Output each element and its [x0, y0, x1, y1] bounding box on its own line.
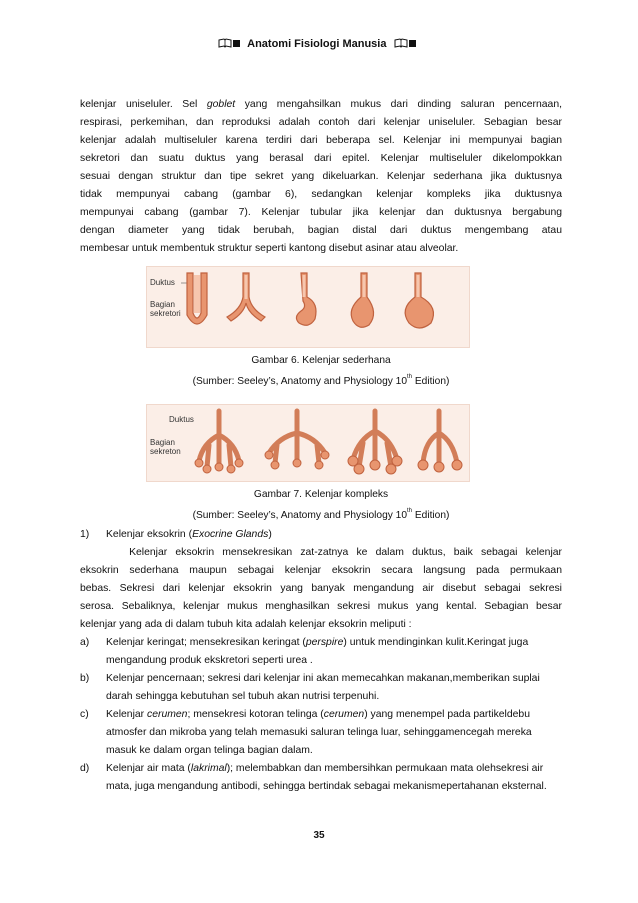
- list-item: [80, 760, 562, 796]
- list-item-line: Kelenjar cerumen; mensekresi kotoran telinga (cerumen) yang menempel pada partikel: [106, 709, 507, 720]
- paragraph-line: sesuai dengan struktur dan tipe sekret yang dikeluarkan. Kelenjar sederhana jika duktusnya: [80, 171, 562, 182]
- list-marker: c): [80, 709, 89, 720]
- paragraph-line: kelenjar adalah multiseluler karena terdiri dari beberapa sel. Kelenjar ini mempunyai bagian: [80, 135, 562, 146]
- paragraph-line: eksokrin sederhana maupun sebagai kelenjar eksokrin secara langsung pada permukaan: [80, 565, 562, 576]
- figure6-caption-title: Gambar 6. Kelenjar sederhana: [251, 355, 391, 366]
- list-item-line: Keringat juga mengandung produk ekskretori seperti urea .: [106, 637, 529, 666]
- square-bullet-icon: [409, 40, 416, 47]
- paragraph-line: Kelenjar eksokrin mensekresikan zat-zatnya ke dalam duktus, baik sebagai kelenjar: [80, 547, 562, 558]
- book-icon: [394, 38, 408, 48]
- list-item-line: sekresi air mata, juga mengandung antibodi, sehingga bertindak sebagai mekanisme: [106, 763, 544, 792]
- list-item-line: Kelenjar air mata (lakrimal); melembabkan dan membersihkan permukaan mata oleh: [106, 763, 496, 774]
- list-item-line: Kelenjar keringat; mensekresikan keringat (perspire) untuk mendinginkan kulit.: [106, 637, 467, 648]
- paragraph-line: respirasi, perkemihan, dan reproduksi adalah contoh dari kelenjar uniseluler. Sebagian besar: [80, 117, 562, 128]
- book-icon: [218, 38, 232, 48]
- list-item-line: memberikan suplai darah sehingga kebutuhan sel tubuh akan nutrisi terpenuhi.: [106, 673, 540, 702]
- label-duktus: Duktus: [169, 415, 194, 424]
- paragraph-line: dengan diameter yang tidak berubah, bagian distal dari duktus mengembang atau: [80, 225, 562, 236]
- square-bullet-icon: [233, 40, 240, 47]
- label-sekreton: sekreton: [150, 447, 181, 456]
- label-duktus: Duktus: [150, 278, 175, 287]
- paragraph-line: serosa. Sebaliknya, kelenjar mukus menghasilkan sekresi mukus yang kental. Sebagian besar: [80, 601, 562, 612]
- running-header: [0, 38, 638, 50]
- figure6-caption: [80, 353, 562, 390]
- list-item-line: debu atmosfer dan mikroba yang telah memasuki saluran telinga luar, sehingga: [106, 709, 530, 738]
- paragraph-line: membesar untuk membentuk struktur seperti kantong disebut asinar atau alveolar.: [80, 243, 459, 254]
- exocrine-gland-list: [80, 634, 562, 796]
- figure7-caption: [80, 487, 562, 524]
- list-item: [80, 634, 562, 670]
- list-marker: b): [80, 673, 90, 684]
- paragraph-line: mempunyai cabang (gambar 7). Kelenjar tubular jika kelenjar dan duktusnya bergabung: [80, 207, 562, 218]
- paragraph-line: tidak mempunyai cabang (gambar 6), sedangkan kelenjar kompleks jika duktusnya: [80, 189, 562, 200]
- label-bagian: Bagian: [150, 300, 175, 309]
- page-number: 35: [313, 830, 325, 841]
- intro-paragraph: [80, 96, 562, 258]
- paragraph-line: kelenjar uniseluler. Sel goblet yang mengahsilkan mukus dari dinding saluran pencernaan,: [80, 99, 562, 110]
- list-item-line: Kelenjar pencernaan; sekresi dari kelenjar ini akan memecahkan makanan,: [106, 673, 453, 684]
- section-exocrine-glands: [80, 526, 562, 796]
- complex-glands-illustration: [147, 405, 469, 481]
- header-title: Anatomi Fisiologi Manusia: [247, 38, 387, 50]
- list-marker: d): [80, 763, 90, 774]
- list-item: [80, 670, 562, 706]
- label-sekretori: sekretori: [150, 309, 181, 318]
- list-marker: a): [80, 637, 90, 648]
- paragraph-line: bebas. Sekresi dari kelenjar eksokrin yang banyak mengandung air disebut sebagai sekresi: [80, 583, 562, 594]
- section-paragraph: [80, 544, 562, 634]
- figure-complex-glands: [146, 404, 470, 482]
- list-item: [80, 706, 562, 760]
- section-marker: 1): [80, 529, 90, 540]
- figure6-caption-source: (Sumber: Seeley’s, Anatomy and Physiology 10th Edition): [192, 374, 450, 387]
- label-bagian: Bagian: [150, 438, 175, 447]
- paragraph-line: sekretori dan suatu duktus yang berasal dari epitel. Kelenjar multiseluler dikelompokkan: [80, 153, 562, 164]
- list-item-line: mencegah mereka masuk ke dalam organ telinga bagian dalam.: [106, 727, 532, 756]
- figure7-caption-title: Gambar 7. Kelenjar kompleks: [253, 489, 389, 500]
- section-heading: 1) Kelenjar eksokrin (Exocrine Glands): [80, 526, 562, 544]
- figure-simple-glands: [146, 266, 470, 348]
- paragraph-line: kelenjar yang ada di dalam tubuh kita adalah kelenjar eksokrin meliputi :: [80, 619, 412, 630]
- list-item-line: pertahanan eksternal.: [446, 781, 547, 792]
- figure7-caption-source: (Sumber: Seeley’s, Anatomy and Physiology 10th Edition): [192, 508, 450, 521]
- simple-glands-illustration: [147, 267, 469, 347]
